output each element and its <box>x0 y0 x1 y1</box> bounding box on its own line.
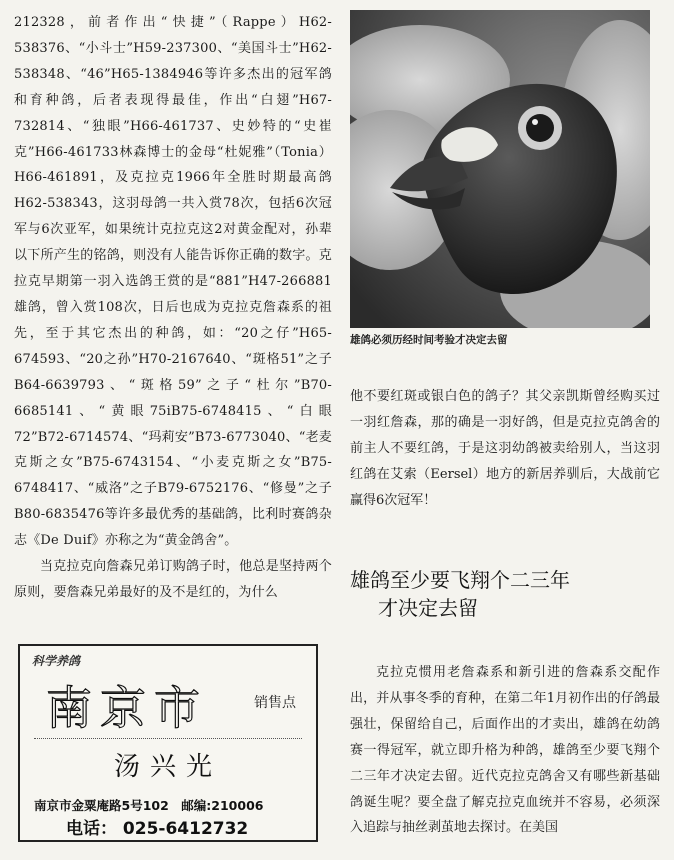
left-text-column <box>14 10 332 606</box>
section-heading <box>350 566 650 622</box>
sales-point-advertisement <box>18 644 318 842</box>
photo-caption: 雄鸽必须历经时间考验才决定去留 <box>350 334 508 346</box>
right-text-column-2 <box>350 660 660 841</box>
heading-line-1: 雄鸽至少要飞翔个二三年 <box>350 568 570 592</box>
ad-phone: 电话： 025-6412732 <box>66 819 249 839</box>
ad-address: 南京市金粟庵路5号102 邮编:210006 <box>34 798 264 813</box>
right-text-column <box>350 384 660 514</box>
left-paragraph-2: 当克拉克向詹森兄弟订购鸽子时，他总是坚持两个原则，要詹森兄弟最好的及不是红的，为什么 <box>14 559 332 600</box>
ad-label: 科学养鸽 <box>32 654 81 668</box>
ad-name: 汤兴光 <box>113 752 222 782</box>
right-paragraph-2: 克拉克惯用老詹森系和新引进的詹森系交配作出，并从事冬季的育种，在第二年1月初作出的仔鸽最强壮，保留给自己，后面作出的才卖出，雄鸽在幼鸽赛一得冠军，就立即升格为种鸽，雄鸽至少要飞翔个二三年才决定去留。近代克拉克鸽舍又有哪些新基础鸽诞生呢？要全盘了解克拉克血统并不容易，必须深入追踪与抽丝剥茧地去探讨。在美国 <box>350 665 660 836</box>
heading-line-2: 才决定去留 <box>378 596 478 620</box>
pigeon-head-image <box>350 10 650 328</box>
left-paragraph-1: 212328，前者作出“快捷”（Rappe）H62-538376、“小斗士”H59-237300、“美国斗士”H62-538348、“46”H65-1384946等许多杰出的冠军鸽和育种鸽，后者表现得最佳，作出“白翅”H67-732814、“独眼”H66-461737、史妙特的“史崔克”H66-461733林森博士的金母“杜妮雅”（Tonia）H66-461891，及克拉克1966年全胜时期最高鸽H62-538343，这羽母鸽一共入赏78次，包括6次冠军与6次亚军，如果统计克拉克这2对黄金配对，孙辈以下所产生的铭鸽，则没有人能告诉你正确的数字。克拉克早期第一羽入选鸽王赏的是“881”H47-266881雄鸽，曾入赏108次，日后也成为克拉克詹森系的祖先，至于其它杰出的种鸽，如：“20之仔”H65-674593、“20之孙”H70-2167640、“斑格51”之子B64-6639793、“斑格59”之子“杜尔”B70-6685141、“黄眼75iB75-6748415、“白眼72”B72-6714574、“玛莉安”B73-6773040、“老麦克斯之女”B75-6743154、“小麦克斯之女”B75-6748417、“威洛”之子B79-6752176、“修曼”之子B80-6835476等许多最优秀的基础鸽，比利时赛鸽杂志《De Duif》亦称之为“黄金鸽舍”。 <box>14 15 332 549</box>
ad-suffix: 销售点 <box>254 695 296 711</box>
pigeon-photo <box>350 10 650 328</box>
ad-city: 南京市 <box>46 681 208 735</box>
right-paragraph-1: 他不要红斑或银白色的鸽子？其父亲凯斯曾经购买过一羽红詹森，那的确是一羽好鸽，但是克拉克鸽舍的前主人不要红鸽，于是这羽幼鸽被卖给别人，当这羽红鸽在艾索（Eersel）地方的新居养驯后，大战前它赢得6次冠军！ <box>350 389 660 508</box>
ad-divider <box>34 738 302 739</box>
